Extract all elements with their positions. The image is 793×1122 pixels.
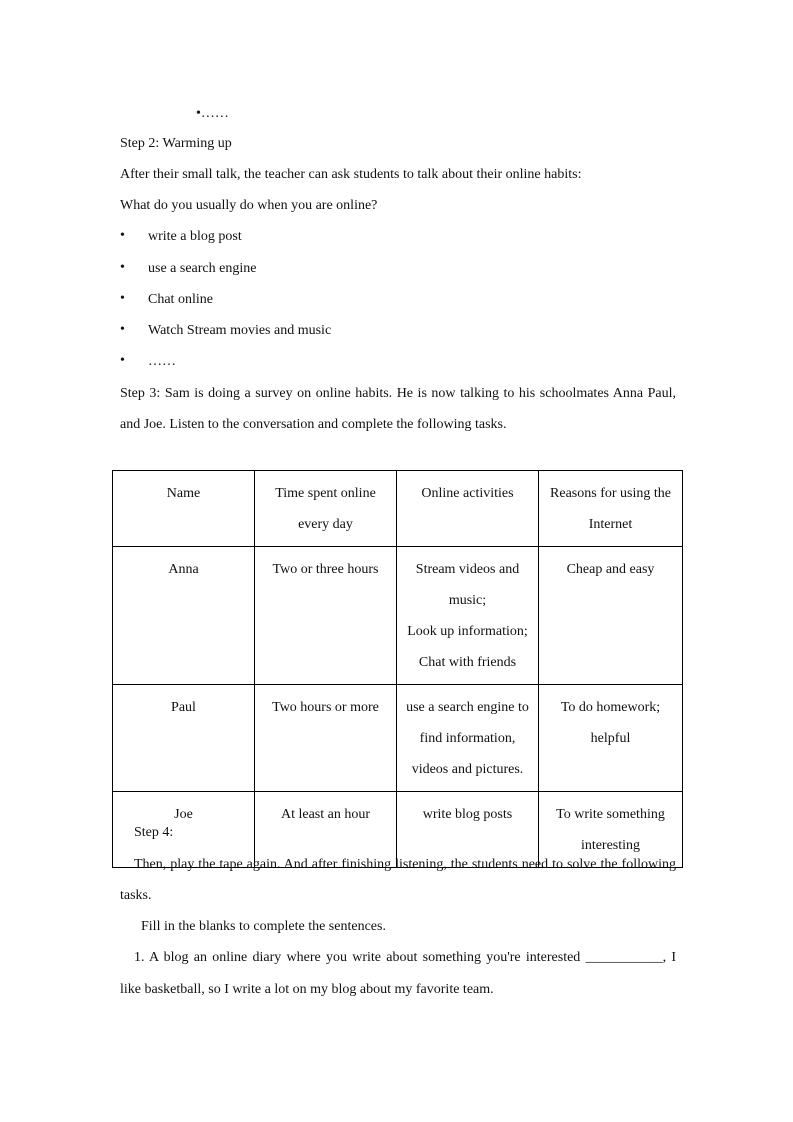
list-item-text: Chat online (148, 292, 213, 307)
table-row (113, 685, 683, 792)
header-cell-time: Time spent online every day (255, 471, 397, 547)
bullet-icon: • (120, 353, 125, 368)
header-cell-name: Name (113, 471, 255, 547)
list-item-text: …… (148, 354, 176, 369)
cell-reasons: Cheap and easy (539, 547, 683, 685)
list-item-text: use a search engine (148, 261, 257, 276)
cell-activities: write blog posts (397, 792, 539, 868)
step4-heading: Step 4: (134, 825, 174, 840)
cell-reasons: To do homework; helpful (539, 685, 683, 792)
cell-reasons: To write something interesting (539, 792, 683, 868)
step3-line-2: and Joe. Listen to the conversation and complete the following tasks. (120, 417, 507, 432)
bullet-icon: • (120, 228, 125, 243)
table-header-row (113, 471, 683, 547)
top-bullet-ellipsis: •…… (196, 106, 229, 121)
step4-line-2: tasks. (120, 888, 152, 903)
step3-line-1: Step 3: Sam is doing a survey on online habits. He is now talking to his schoolmates Anna Paul, (120, 386, 676, 401)
bullet-icon: • (120, 291, 125, 306)
list-item-text: write a blog post (148, 229, 242, 244)
bullet-icon: • (120, 260, 125, 275)
step4-instruction: Fill in the blanks to complete the sentences. (141, 919, 386, 934)
cell-name: Joe (113, 792, 255, 868)
bullet-icon: • (120, 322, 125, 337)
step4-line-1: Then, play the tape again. And after finishing listening, the students need to solve the following (134, 857, 676, 872)
cell-time: Two or three hours (255, 547, 397, 685)
cell-activities: use a search engine to find information, videos and pictures. (397, 685, 539, 792)
header-cell-activities: Online activities (397, 471, 539, 547)
header-cell-reasons: Reasons for using the Internet (539, 471, 683, 547)
step2-intro: After their small talk, the teacher can ask students to talk about their online habits: (120, 167, 582, 182)
step2-heading: Step 2: Warming up (120, 136, 232, 151)
cell-name: Paul (113, 685, 255, 792)
survey-table (112, 470, 683, 868)
question-1-line-1: 1. A blog an online diary where you write about something you're interested ___________, I (134, 950, 676, 965)
list-item-text: Watch Stream movies and music (148, 323, 332, 338)
step2-question: What do you usually do when you are online? (120, 198, 378, 213)
cell-name: Anna (113, 547, 255, 685)
cell-activities: Stream videos and music; Look up information; Chat with friends (397, 547, 539, 685)
question-1-line-2: like basketball, so I write a lot on my blog about my favorite team. (120, 982, 494, 997)
cell-time: Two hours or more (255, 685, 397, 792)
table-row (113, 547, 683, 685)
cell-time: At least an hour (255, 792, 397, 868)
